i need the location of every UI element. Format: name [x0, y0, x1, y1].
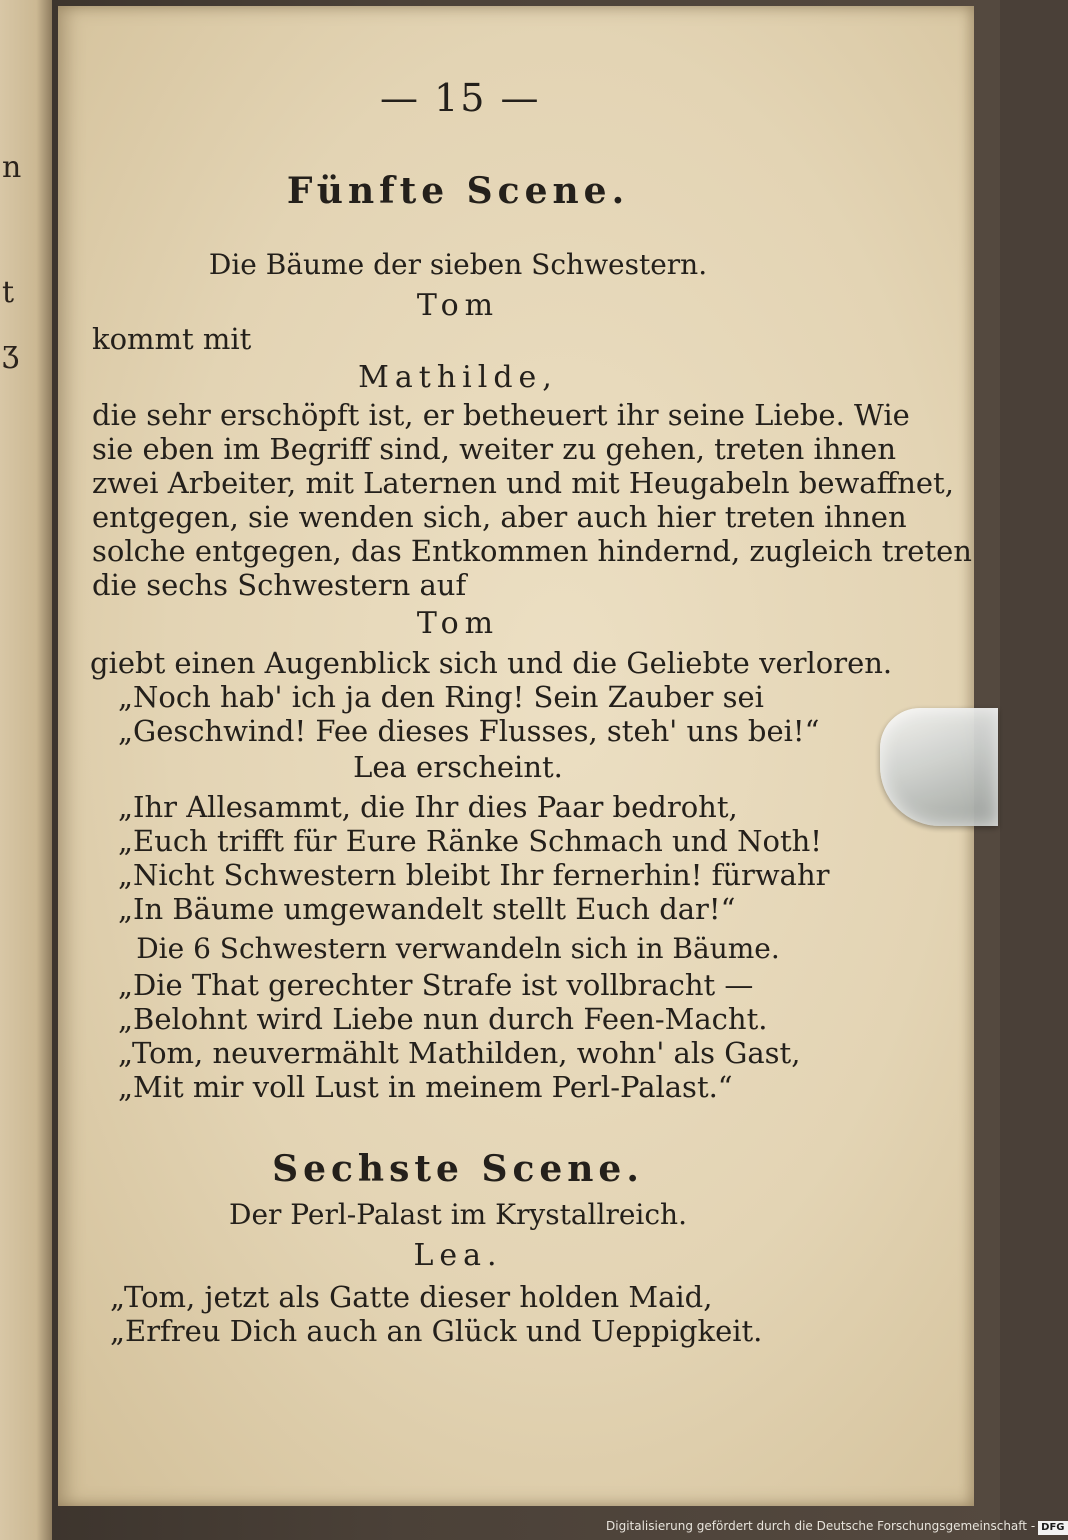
verse-line: „Tom, neuvermählt Mathilden, wohn' als Gast, [118, 1036, 801, 1070]
dfg-logo: DFG [1038, 1521, 1067, 1535]
stage-direction-line: zwei Arbeiter, mit Laternen und mit Heugabeln bewaffnet, [92, 466, 954, 500]
verse-line: „Ihr Allesammt, die Ihr dies Paar bedroht, [118, 790, 738, 824]
speaker-lea: Lea. [413, 1238, 503, 1273]
speaker-mathilde: Mathilde, [358, 360, 558, 395]
left-page-edge [0, 0, 52, 1540]
footer-credit: Digitalisierung gefördert durch die Deutsche Forschungsgemeinschaft - [606, 1519, 1036, 1533]
verse-line: „Mit mir voll Lust in meinem Perl-Palast.“ [118, 1070, 733, 1104]
verse-line: „Geschwind! Fee dieses Flusses, steh' uns bei!“ [118, 714, 820, 748]
stage-direction-line: sie eben im Begriff sind, weiter zu gehen, treten ihnen [92, 432, 897, 466]
digitization-footer [606, 1516, 1065, 1536]
verse-line: „Nicht Schwestern bleibt Ihr fernerhin! fürwahr [118, 858, 830, 892]
scene6-heading: Sechste Scene. [272, 1148, 644, 1190]
page-clip [880, 708, 998, 826]
speaker-tom: Tom [416, 606, 500, 641]
verse-line: „Euch trifft für Eure Ränke Schmach und Noth! [118, 824, 822, 858]
stage-direction-lea: Lea erscheint. [353, 750, 563, 784]
verse-line: „Tom, jetzt als Gatte dieser holden Maid, [110, 1280, 713, 1314]
stage-direction-line: entgegen, sie wenden sich, aber auch hier treten ihnen [92, 500, 907, 534]
left-margin-glyph: t [2, 275, 15, 310]
scene5-heading: Fünfte Scene. [286, 170, 630, 212]
verse-line: „Erfreu Dich auch an Glück und Ueppigkeit. [110, 1314, 763, 1348]
stage-direction-transformation: Die 6 Schwestern verwandeln sich in Bäume. [136, 932, 780, 965]
left-margin-glyph: ʒ [2, 335, 19, 370]
verse-line: „Belohnt wird Liebe nun durch Feen-Macht. [118, 1002, 768, 1036]
scene6-setting: Der Perl-Palast im Krystallreich. [229, 1198, 687, 1231]
scene5-setting: Die Bäume der sieben Schwestern. [208, 248, 708, 281]
stage-direction-line: solche entgegen, das Entkommen hindernd, zugleich treten [92, 534, 972, 568]
page-number: — 15 — [380, 76, 541, 120]
verse-line: „Noch hab' ich ja den Ring! Sein Zauber sei [118, 680, 764, 714]
left-margin-glyph: n [2, 150, 22, 185]
verse-line: „In Bäume umgewandelt stellt Euch dar!“ [118, 892, 736, 926]
speaker-tom: Tom [416, 288, 500, 323]
stage-direction-line: kommt mit [92, 322, 252, 356]
stage-direction-line: die sechs Schwestern auf [92, 568, 467, 602]
stage-direction-line: die sehr erschöpft ist, er betheuert ihr seine Liebe. Wie [92, 398, 910, 432]
verse-line: „Die That gerechter Strafe ist vollbracht — [118, 968, 754, 1002]
stage-direction-line: giebt einen Augenblick sich und die Geliebte verloren. [90, 646, 893, 680]
